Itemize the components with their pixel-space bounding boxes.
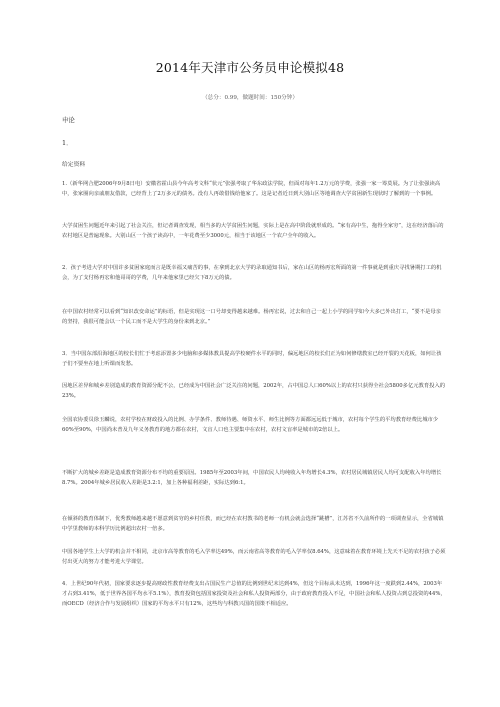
paragraph-10: 中国各地学生上大学的机会并不相同，北京市高等教育的毛入学率达49%，而云南省高等教育的毛入学率仅8.64%，这意味着在教育环境上先天不足的农村孩子必须付出更大的努力才能考进大学课堂。 [62,549,446,566]
paragraph-1: 1.（新华网合肥2006年9月8日电）安徽省霍山县今年高考文科“状元”张强考取了华东政法学院，但面对每年1.2万元的学费，张强一家一筹莫展。为了让张强读高中，张家圈向亲戚朋友借款，已经背上了2万多元的债务。没有人再敢借钱给他家了。这是记者近日到大别山区等地调查大学贫困新生现状时了解到的一个事例。 [62,181,441,198]
paragraph-6: 因地区差异和城乡差别造成的教育资源分配不公，已经成为中国社会广泛关注的问题，2002年，占中国总人口60%以上的农村只获得全社会5800多亿元教育投入的23%。 [62,383,446,400]
section-heading: 申论 [62,116,75,124]
paragraph-5: 3．当中国东部沿海地区的校长们忙于考虑添置多少电脑和多媒体教具提高学校硬件水平的同时，偏远地区的校长们正为如何修缮教室已经开裂的天花板，如何让孩子们不要坐在地上听课而发愁。 [62,351,442,368]
paragraph-4: 在中国农村经常可以看到“知识改变命运”的标语，但是实现这一口号却变得越来越难。杨再宏说，过去和自己一起上小学的同学如今大多已外出打工，“要不是母亲的坚持，我很可能会以一个民工而不是大学生的身份来到北京。” [62,309,441,326]
exam-meta: （总分：0.99，做题时间：150分钟） [202,95,298,101]
paragraph-9: 在倾斜的教育体制下，优秀教师越来越不愿意到贫穷的乡村任教，而已经在农村教书的老师一有机会就会选择“跳槽”，江苏省不久前所作的一项调查显示，全省城镇中学里教师的本科学历比例超出农村一倍多。 [62,516,444,533]
paragraph-7: 全国农协委员徐玉麟说，农村学校在财政投入的比例、办学条件、教师待遇、师资水平、师生比例等方面都远远低于城市，农村每个学生的平均教育经费比城市少60%至90%，中国尚未普及九年义务教育的地方都在农村，文盲人口也主要集中在农村，农村文盲率是城市的2倍以上。 [62,417,439,434]
paragraph-3: 2．孩子考进大学对中国许多贫困家庭而言是既幸福又痛苦的事，在拿到北京大学的录取通知书后，家在山区的杨再宏所面的第一件事就是到重庆寻找暑期打工的机会，为了支付杨再宏和他哥哥的学费，几年来他家里已经欠下8万元的债。 [62,265,442,282]
paragraph-2: 大学贫困生问题近年来引起了社会关注，但记者调查发现，相当多的大学贫困生问题，实际上是在高中阶段就形成的。“家有高中生，拖得全家穷”，这在经济落后的农村地区是普遍现象。大别山区一个孩子读高中，一年花费至少3000元，相当于该地区一个农户全年的收入。 [62,223,444,240]
question-number: 1． [62,139,73,147]
material-label: 给定资料 [62,162,86,168]
paragraph-11: 4．上世纪90年代初，国家要求逐步提高财政性教育经费支出占国民生产总值的比例到世纪末达到4%，但这个目标从未达到，1996年这一度跌到2.44%，2003年才占到3.41%，低于世界各国平均水平5.1%），教育投资包括国家投资及社会和私人投资两部分，由于政府教育投入不足，中国社会和私人投资占到总投资的44%，而OECD（经济合作与发展组织）国家的平均水平只有12%，这些均与科教兴国的国策不相适应。 [62,581,446,608]
document-title: 2014年天津市公务员申论模拟48 [155,60,345,75]
paragraph-8: 不断扩大的城乡差距是造成教育资源分布不均的重要原因。1985年至2003年间，中国农民人均纯收入年均增长4.3%，农村居民城镇居民人均可支配收入年均增长8.7%。2004年城乡居民收入差距是3.2:1，加上各种福利差距，实际达到6:1。 [62,470,442,487]
